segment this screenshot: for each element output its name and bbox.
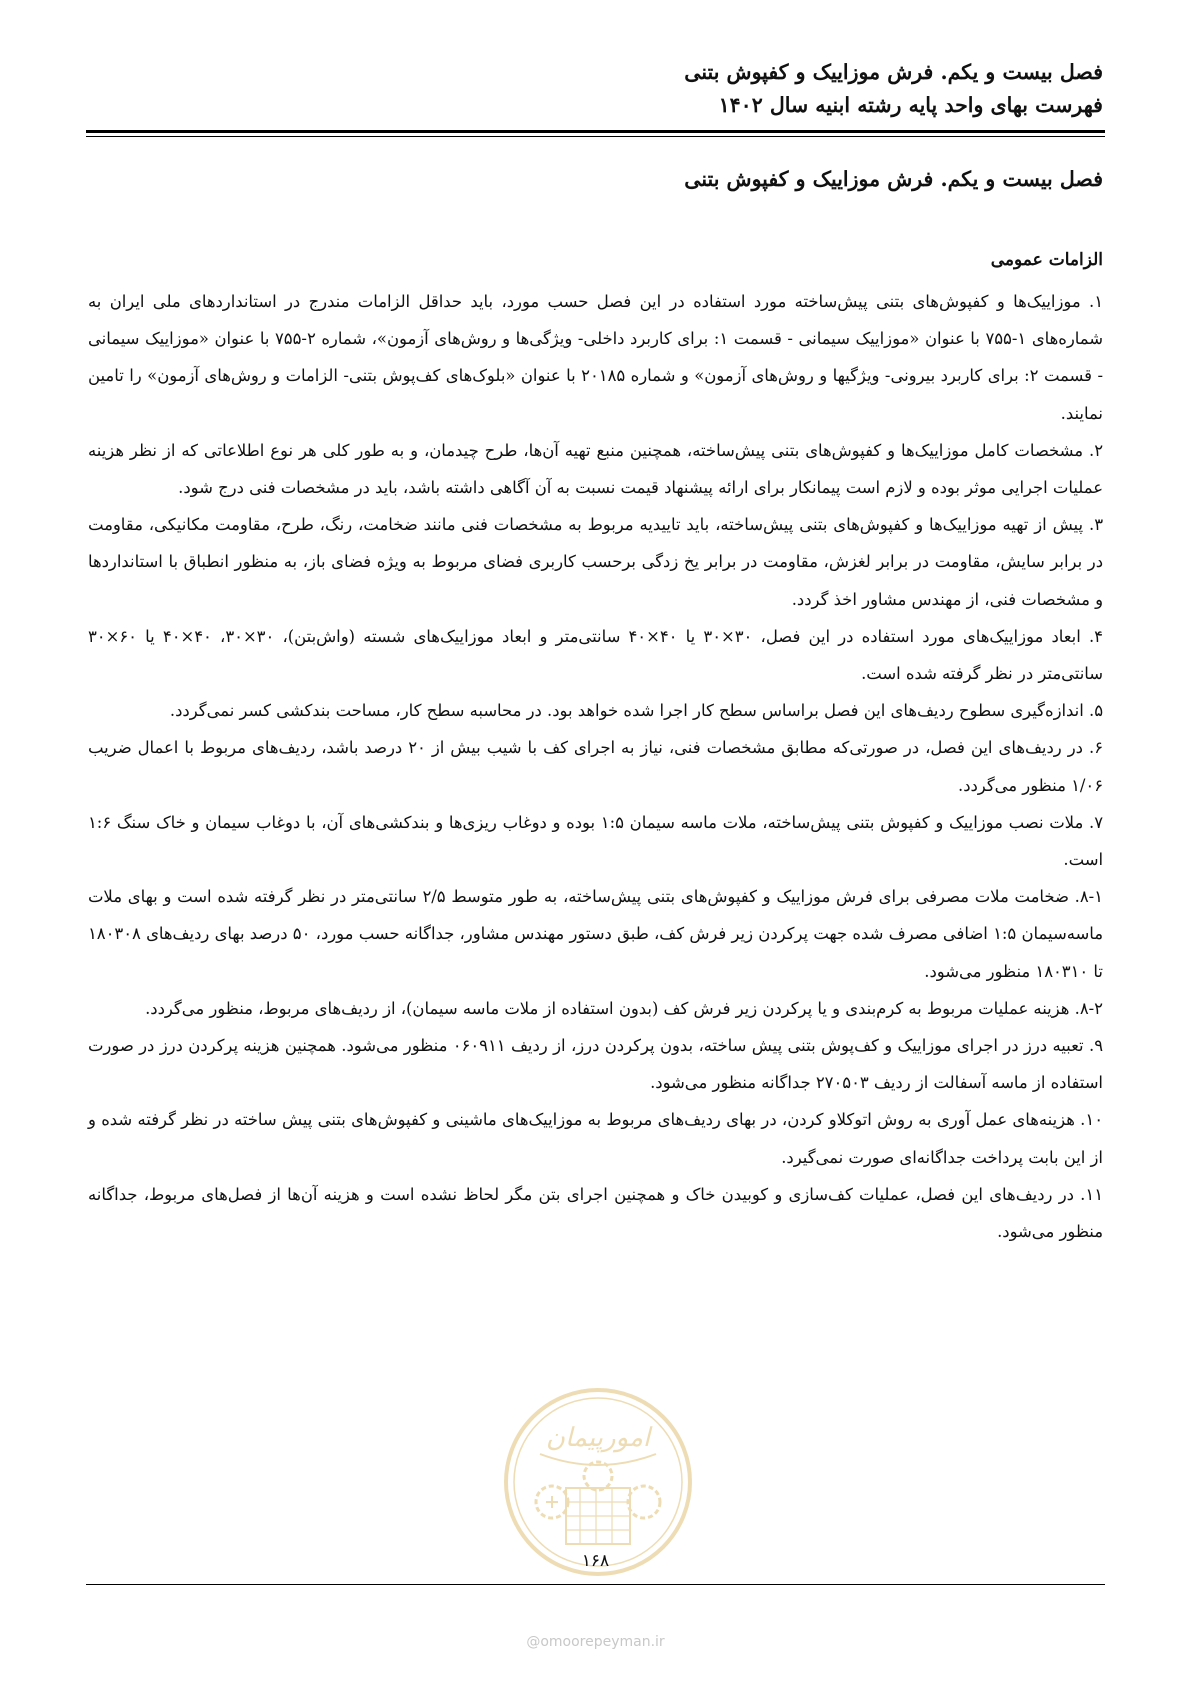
header-price-list-title: فهرست بهای واحد پایه رشته ابنیه سال ۱۴۰۲ [718, 93, 1103, 117]
paragraph-10: ۱۰. هزینه‌های عمل آوری به روش اتوکلاو کردن، در بهای ردیف‌های مربوط به موزاییک‌های ماشینی و کفپوش‌های بتنی پیش ساخته در نظر گرفته شده و از این بابت پرداخت جداگانه‌ای صورت نمی‌گیرد. [88, 1110, 1103, 1167]
paragraph-4: ۴. ابعاد موزاییک‌های مورد استفاده در این فصل، ۳۰×۳۰ یا ۴۰×۴۰ سانتی‌متر و ابعاد موزاییک‌های شسته (واش‌بتن)، ۳۰×۳۰، ۴۰×۴۰ یا ۶۰×۳۰ سانتی‌متر در نظر گرفته شده است. [88, 626, 1103, 684]
chapter-title: فصل بیست و یکم. فرش موزاییک و کفپوش بتنی [684, 167, 1103, 191]
section-heading: الزامات عمومی [990, 250, 1103, 270]
paragraph-2: ۲. مشخصات کامل موزاییک‌ها و کفپوش‌های بتنی پیش‌ساخته، همچنین منبع تهیه آن‌ها، طرح چیدمان، و به طور کلی هر نوع اطلاعاتی که از نظر هزینه عملیات اجرایی موثر بوده و لازم است پیمانکار برای ارائه پیشنهاد قیمت نسبت به آن آگاهی داشته باشد، باید در مشخصات فنی درج شود. [88, 440, 1103, 498]
paragraph-5: ۵. اندازه‌گیری سطوح ردیف‌های این فصل براساس سطح کار اجرا شده خواهد بود. در محاسبه سطح کار، مساحت بندکشی کسر نمی‌گردد. [169, 701, 1103, 721]
paragraph-8-2: ۸-۲. هزینه عملیات مربوط به کرم‌بندی و یا پرکردن زیر فرش کف (بدون استفاده از ملات ماسه سیمان)، از ردیف‌های مربوط، منظور می‌گردد. [145, 998, 1103, 1018]
page-number: ۱۶۸ [581, 1551, 610, 1571]
running-header [88, 56, 1103, 122]
paragraph-1: ۱. موزاییک‌ها و کفپوش‌های بتنی پیش‌ساخته مورد استفاده در این فصل حسب مورد، باید حداقل الزامات مندرج در استانداردهای ملی ایران به شماره‌های ۱-۷۵۵ با عنوان «موزاییک سیمانی - قسمت ۱: برای کاربرد داخلی- ویژگی‌ها و روش‌های آزمون»، شماره ۲-۷۵۵ با عنوان «موزاییک سیمانی - قسمت ۲: برای کاربرد بیرونی- ویژگیها و روش‌های آزمون» و شماره ۲۰۱۸۵ با عنوان «بلوک‌های کف‌پوش بتنی- الزامات و روش‌های آزمون» را تامین نمایند. [88, 292, 1103, 423]
footer-url: @omoorepeyman.ir [526, 1634, 665, 1650]
paragraph-11: ۱۱. در ردیف‌های این فصل، عملیات کف‌سازی و کوبیدن خاک و همچنین اجرای بتن مگر لحاظ نشده است و هزینه آن‌ها از فصل‌های مربوط، جداگانه منظور می‌شود. [88, 1184, 1103, 1242]
header-rule-thick [86, 130, 1105, 133]
header-chapter-title: فصل بیست و یکم. فرش موزاییک و کفپوش بتنی [684, 60, 1103, 84]
footer-rule [86, 1584, 1105, 1585]
watermark-text: امورپیمان [545, 1423, 651, 1453]
paragraph-8-1: ۸-۱. ضخامت ملات مصرفی برای فرش موزاییک و کفپوش‌های بتنی پیش‌ساخته، به طور متوسط ۲/۵ سانتی‌متر در نظر گرفته شده است و بهای ملات ماسه‌سیمان ۱:۵ اضافی مصرف شده جهت پرکردن زیر فرش کف، طبق دستور مهندس مشاور، جداگانه حسب مورد، ۵۰ درصد بهای ردیف‌های ۱۸۰۳۰۸ تا ۱۸۰۳۱۰ منظور می‌شود. [88, 887, 1103, 981]
paragraph-3: ۳. پیش از تهیه موزاییک‌ها و کفپوش‌های بتنی پیش‌ساخته، باید تاییدیه مربوط به مشخصات فنی مانند ضخامت، رنگ، طرح، مقاومت مکانیکی، مقاومت در برابر سایش، مقاومت در برابر لغزش، مقاومت در برابر یخ زدگی برحسب کاربری فضای مربوط به ویژه فضای باز، به منظور انطباق با استانداردها و مشخصات فنی، از مهندس مشاور اخذ گردد. [88, 515, 1103, 609]
paragraph-7: ۷. ملات نصب موزاییک و کفپوش بتنی پیش‌ساخته، ملات ماسه سیمان ۱:۵ بوده و دوغاب ریزی‌ها و بندکشی‌های آن، با دوغاب سیمان و خاک سنگ ۱:۶ است. [88, 812, 1103, 870]
paragraph-6: ۶. در ردیف‌های این فصل، در صورتی‌که مطابق مشخصات فنی، نیاز به اجرای کف با شیب بیش از ۲۰ درصد باشد، ردیف‌های مربوط با اعمال ضریب ۱/۰۶ منظور می‌گردد. [88, 738, 1103, 795]
body-text [88, 283, 1103, 1250]
paragraph-9: ۹. تعبیه درز در اجرای موزاییک و کف‌پوش بتنی پیش ساخته، بدون پرکردن درز، از ردیف ۰۶۰۹۱۱ منظور می‌شود. همچنین هزینه پرکردن درز در صورت استفاده از ماسه آسفالت از ردیف ۲۷۰۵۰۳ جداگانه منظور می‌شود. [88, 1036, 1103, 1093]
header-rule-thin [86, 136, 1105, 137]
